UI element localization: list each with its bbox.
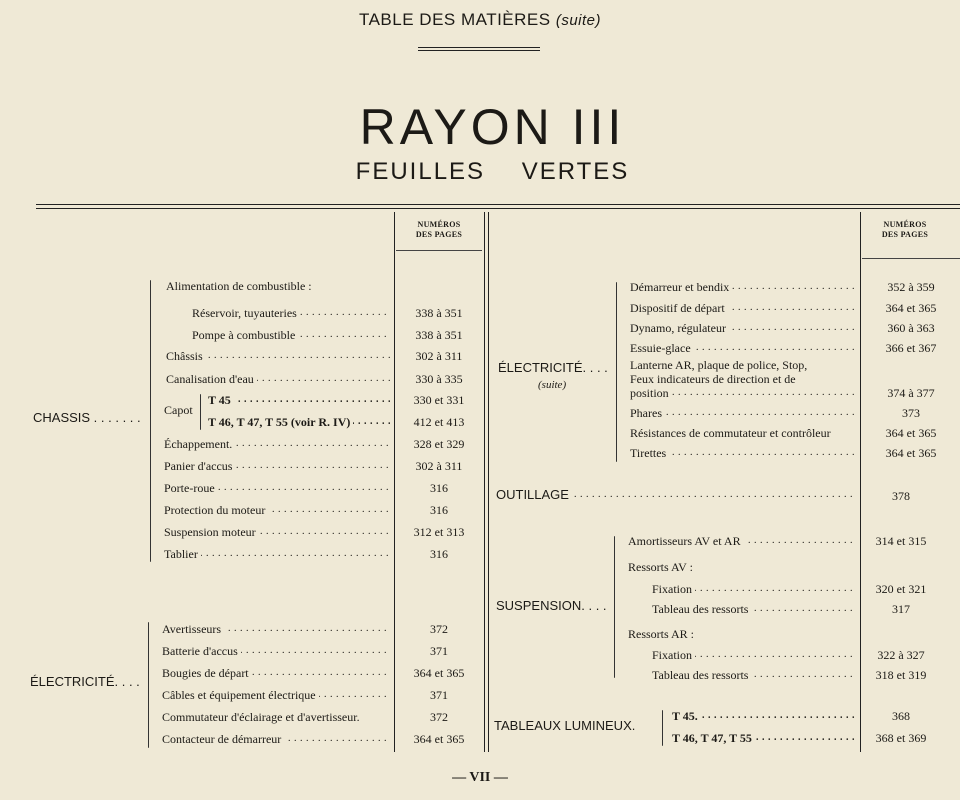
entry-susp-6: . . . Tableau des ressorts <box>652 666 856 684</box>
pages-chassis-4: 330 à 335 <box>415 372 463 386</box>
right-header-rule <box>862 258 960 259</box>
entry-susp-0: . . . Amortisseurs AV et AR <box>628 532 856 550</box>
pages-relec-2: 360 à 363 <box>887 321 935 335</box>
entry-chassis-7: . . . Échappement. <box>164 435 390 453</box>
electricite-brace <box>148 622 149 748</box>
category-chassis: CHASSIS . . . . . . . <box>33 410 141 425</box>
center-rule-a <box>484 212 485 752</box>
header-suite: (suite) <box>555 12 602 29</box>
col-header-line1: NUMÉROS <box>883 220 927 229</box>
right-pages-header <box>862 220 948 240</box>
entry-elec-5: . . . Contacteur de démarreur <box>162 730 390 748</box>
category-tableaux: TABLEAUX LUMINEUX. <box>494 718 636 733</box>
pages-elec-3: 371 <box>430 688 448 702</box>
entry-chassis-6: . . . T 46, T 47, T 55 (voir R. IV) <box>208 413 390 431</box>
running-header <box>0 10 960 30</box>
category-suspension: SUSPENSION. . . . <box>496 598 607 613</box>
pages-relec-7: 373 <box>902 406 920 420</box>
entry-relec-2: . . . Dynamo, régulateur <box>630 319 856 337</box>
entry-relec-0: . . . Démarreur et bendix <box>630 278 856 296</box>
entry-relec-3: . . . Essuie-glace <box>630 339 856 357</box>
pages-relec-9: 364 et 365 <box>885 446 937 460</box>
entry-elec-2: . . . Bougies de départ <box>162 664 390 682</box>
chassis-brace <box>150 280 151 562</box>
header-double-rule <box>418 47 540 51</box>
entry-relec-5: Feux indicateurs de direction et de <box>630 372 858 386</box>
right-pages-rule <box>860 212 861 752</box>
left-header-rule <box>396 250 482 251</box>
pages-chassis-10: 316 <box>430 503 448 517</box>
entry-relec-8: Résistances de commutateur et contrôleur <box>630 424 858 442</box>
electricite-suite-brace <box>616 282 617 462</box>
entry-susp-2: . . . Fixation <box>652 580 856 598</box>
category-electricite-suite <box>498 360 608 393</box>
pages-chassis-9: 316 <box>430 481 448 495</box>
pages-relec-6: 374 à 377 <box>887 386 935 400</box>
main-title: RAYON III <box>359 99 626 155</box>
left-pages-header <box>396 220 482 240</box>
capot-label: Capot <box>164 401 204 419</box>
pages-relec-1: 364 et 365 <box>885 301 937 315</box>
pages-chassis-7: 328 et 329 <box>413 437 465 451</box>
pages-chassis-2: 338 à 351 <box>415 328 463 342</box>
pages-outillage: 378 <box>892 489 910 503</box>
pages-elec-0: 372 <box>430 622 448 636</box>
entry-susp-5: . . . Fixation <box>652 646 856 664</box>
entry-relec-4: Lanterne AR, plaque de police, Stop, <box>630 358 858 372</box>
entry-tab-0: . . . T 45. <box>672 707 856 725</box>
entry-relec-1: . . . Dispositif de départ <box>630 299 856 317</box>
entry-chassis-11: . . . Suspension moteur <box>164 523 390 541</box>
pages-chassis-11: 312 et 313 <box>413 525 465 539</box>
pages-chassis-6: 412 et 413 <box>413 415 465 429</box>
entry-elec-4: Commutateur d'éclairage et d'avertisseur. <box>162 708 392 726</box>
header-title: TABLE DES MATIÈRES <box>358 10 551 29</box>
capot-brace <box>200 394 201 430</box>
entry-chassis-3: . . . Châssis <box>166 347 390 365</box>
pages-elec-5: 364 et 365 <box>413 732 465 746</box>
pages-susp-2: 320 et 321 <box>875 582 927 596</box>
entry-chassis-2: . . . Pompe à combustible <box>192 326 390 344</box>
entry-chassis-12: . . . Tablier <box>164 545 390 563</box>
pages-susp-3: 317 <box>892 602 910 616</box>
col-header-line1: NUMÉROS <box>417 220 461 229</box>
pages-susp-0: 314 et 315 <box>875 534 927 548</box>
entry-elec-0: . . . Avertisseurs <box>162 620 390 638</box>
left-pages-rule <box>394 212 395 752</box>
pages-chassis-5: 330 et 331 <box>413 393 465 407</box>
entry-susp-3: . . . Tableau des ressorts <box>652 600 856 618</box>
entry-susp-1: Ressorts AV : <box>628 558 856 576</box>
pages-relec-3: 366 et 367 <box>885 341 937 355</box>
pages-tab-0: 368 <box>892 709 910 723</box>
category-electricite: ÉLECTRICITÉ. . . . <box>30 674 140 689</box>
pages-relec-0: 352 à 359 <box>887 280 935 294</box>
center-rule-b <box>488 212 489 752</box>
pages-chassis-8: 302 à 311 <box>415 459 463 473</box>
entry-elec-3: . . . Câbles et équipement électrique <box>162 686 390 704</box>
entry-chassis-10: . . . Protection du moteur <box>164 501 390 519</box>
entry-relec-9: . . . Tirettes <box>630 444 856 462</box>
top-double-rule <box>36 204 960 209</box>
pages-relec-8: 364 et 365 <box>885 426 937 440</box>
pages-chassis-12: 316 <box>430 547 448 561</box>
entry-chassis-4: . . . Canalisation d'eau <box>166 370 390 388</box>
entry-tab-1: . . . T 46, T 47, T 55 <box>672 729 856 747</box>
entry-chassis-0: Alimentation de combustible : <box>166 277 391 295</box>
sub-title: FEUILLES VERTES <box>355 158 630 185</box>
col-header-line2: DES PAGES <box>415 230 463 239</box>
entry-chassis-9: . . . Porte-roue <box>164 479 390 497</box>
entry-susp-4: Ressorts AR : <box>628 625 856 643</box>
page-number: — VII — <box>452 770 508 785</box>
entry-relec-6: . . . position <box>630 384 856 402</box>
entry-relec-7: . . . Phares <box>630 404 856 422</box>
entry-chassis-1: . . . Réservoir, tuyauteries <box>192 304 390 322</box>
suspension-brace <box>614 536 615 678</box>
pages-susp-6: 318 et 319 <box>875 668 927 682</box>
pages-chassis-3: 302 à 311 <box>415 349 463 363</box>
entry-chassis-8: . . . Panier d'accus <box>164 457 390 475</box>
pages-elec-4: 372 <box>430 710 448 724</box>
col-header-line2: DES PAGES <box>881 230 929 239</box>
pages-susp-5: 322 à 327 <box>877 648 925 662</box>
entry-chassis-5: . . . T 45 <box>208 391 390 409</box>
pages-tab-1: 368 et 369 <box>875 731 927 745</box>
category-electricite-suite-note: (suite) <box>538 379 567 391</box>
tableaux-brace <box>662 710 663 746</box>
category-electricite-suite-label: ÉLECTRICITÉ. . . . <box>498 360 608 375</box>
pages-chassis-1: 338 à 351 <box>415 306 463 320</box>
entry-outillage: . . . OUTILLAGE <box>496 486 856 504</box>
pages-elec-1: 371 <box>430 644 448 658</box>
pages-elec-2: 364 et 365 <box>413 666 465 680</box>
entry-elec-1: . . . Batterie d'accus <box>162 642 390 660</box>
